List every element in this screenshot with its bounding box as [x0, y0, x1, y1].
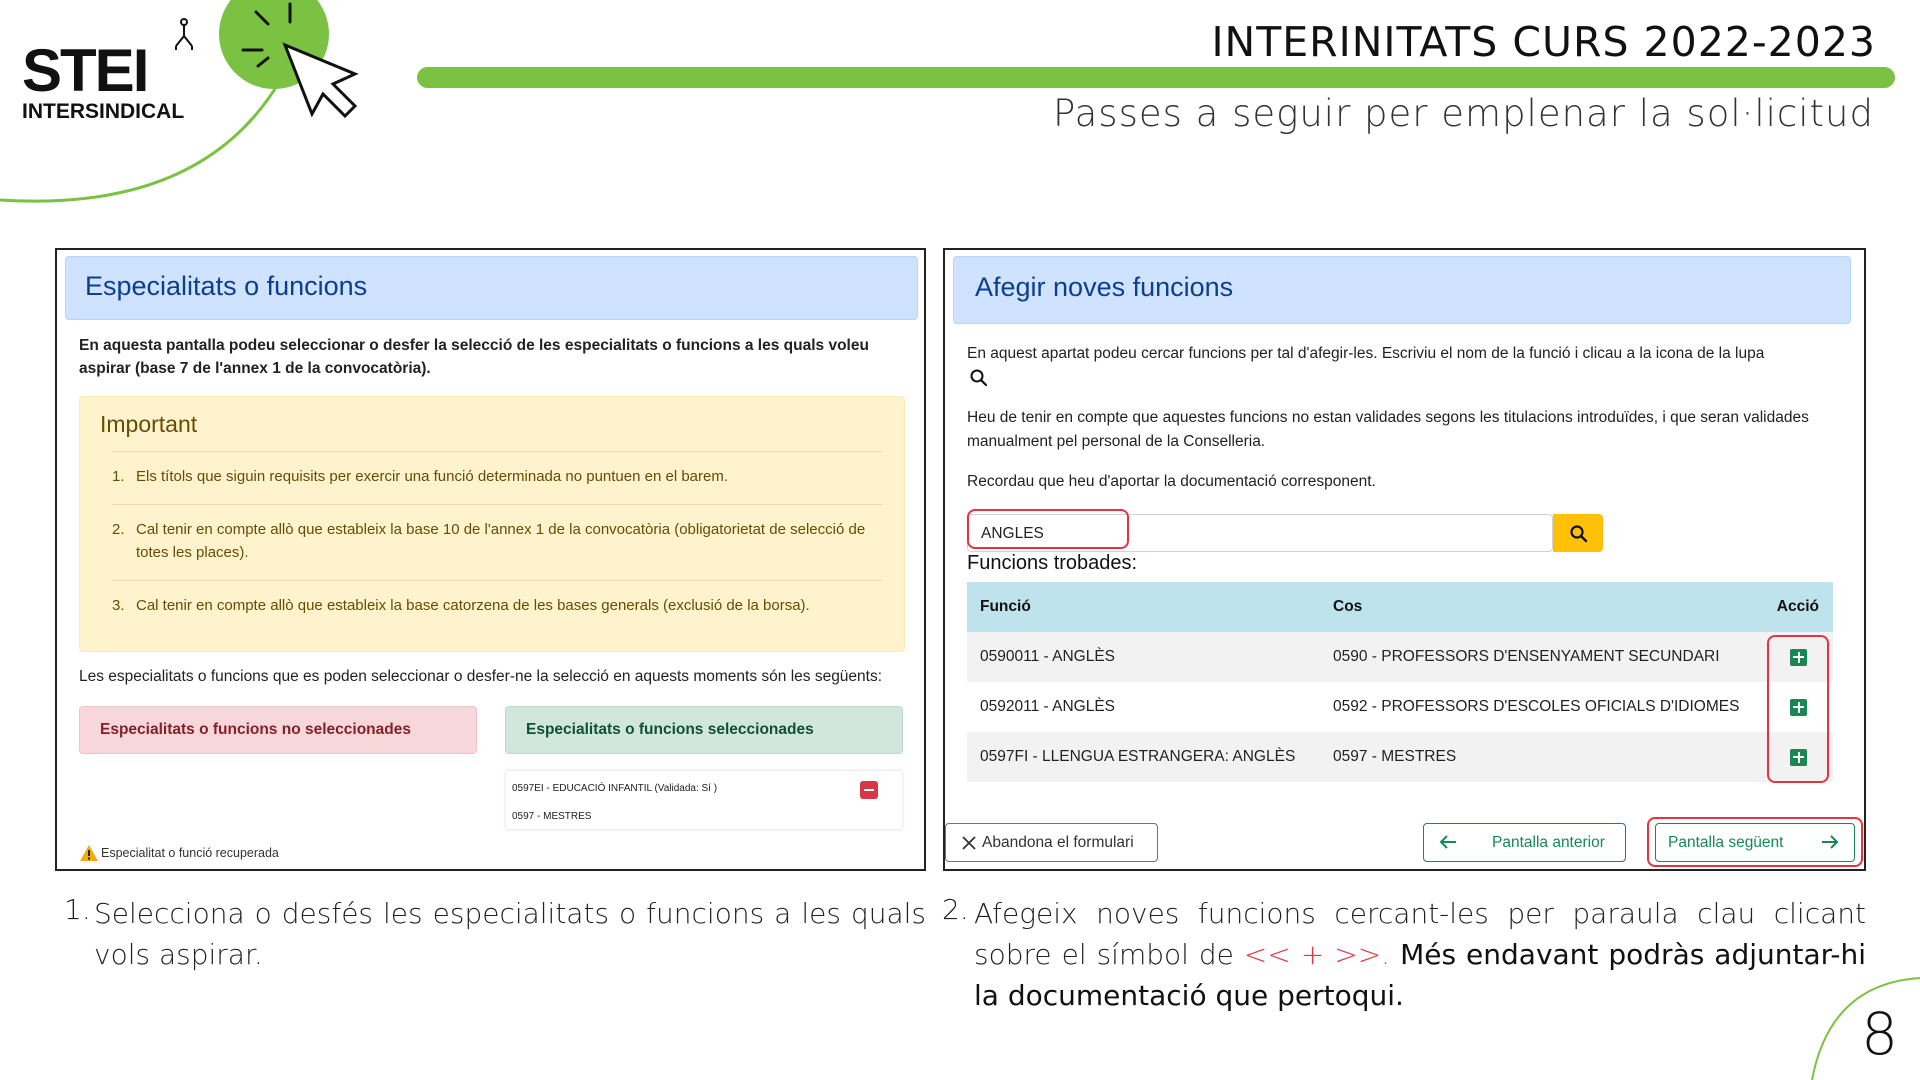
table-row: 0592011 - ANGLÈS 0592 - PROFESSORS D'ESCOLES OFICIALS D'IDIOMES: [967, 682, 1833, 732]
caption-step-2: Afegeix noves funcions cercant-les per paraula clau clicant sobre el símbol de << + >>. Més endavant podràs adjuntar-hi la documentació que pertoqui.: [974, 897, 1866, 1012]
list-item: 1. Els títols que siguin requisits per exercir una funció determinada no puntuen en el barem.: [112, 451, 882, 504]
caption-number: 2.: [942, 893, 969, 926]
table-header: Funció Cos Acció: [967, 582, 1833, 632]
highlight-add-buttons: [1767, 635, 1829, 783]
caption-step-1: Selecciona o desfés les especialitats o funcions a les quals vols aspirar.: [94, 897, 926, 971]
panel-title: Especialitats o funcions: [65, 256, 918, 320]
remove-button[interactable]: [860, 781, 878, 799]
highlight-search: [967, 509, 1129, 549]
table-row: 0590011 - ANGLÈS 0590 - PROFESSORS D'ENSENYAMENT SECUNDARI: [967, 632, 1833, 682]
search-input[interactable]: ANGLES: [967, 514, 1553, 552]
search-instructions: En aquest apartat podeu cercar funcions per tal d'afegir-les. Escriviu el nom de la funció i clicau a la icona de la lupa: [967, 345, 1765, 362]
important-title: Important: [100, 411, 198, 437]
previous-button[interactable]: Pantalla anterior: [1423, 823, 1626, 862]
screenshot-especialitats: [55, 248, 926, 871]
lead-text: Les especialitats o funcions que es poden seleccionar o desfer-ne la selecció en aquests moments són les següents:: [79, 668, 883, 685]
screenshot-afegir-funcions: [943, 248, 1866, 871]
selected-item: [505, 770, 903, 830]
logo-figure-icon: [170, 16, 198, 50]
documentation-note: Recordau que heu d'aportar la documentació corresponent.: [967, 473, 1376, 490]
title-underline-bar: [417, 67, 1895, 88]
highlight-next: [1647, 817, 1863, 867]
list-item: 3. Cal tenir en compte allò que estableix la base catorzena de les bases generals (exclusió de la borsa).: [112, 580, 882, 633]
table-row: 0597FI - LLENGUA ESTRANGERA: ANGLÈS 0597 - MESTRES: [967, 732, 1833, 782]
stei-logo: [22, 37, 197, 124]
panel-title: Afegir noves funcions: [953, 256, 1851, 324]
selected-item-cos: 0597 - MESTRES: [512, 811, 592, 822]
close-icon: [962, 836, 976, 850]
caption-number: 1.: [64, 893, 91, 926]
search-button[interactable]: [1553, 514, 1603, 552]
search-icon: [969, 368, 989, 388]
list-item: 2. Cal tenir en compte allò que estableix la base 10 de l'annex 1 de la convocatòria (obligatorietat de selecció de totes les places).: [112, 504, 882, 580]
search-icon: [1569, 524, 1589, 544]
selected-header: Especialitats o funcions seleccionades: [505, 706, 903, 754]
important-box: [79, 396, 905, 652]
page-subtitle: Passes a seguir per emplenar la sol·licitud: [1052, 92, 1874, 135]
important-list: [112, 451, 882, 633]
functions-table: [967, 582, 1833, 782]
page-title: INTERINITATS CURS 2022-2023: [1211, 18, 1876, 66]
page-number: 8: [1861, 1000, 1898, 1068]
abandon-button[interactable]: Abandona el formulari: [945, 823, 1158, 862]
warning-icon: [79, 844, 99, 862]
validation-note: Heu de tenir en compte que aquestes funcions no estan validades segons les titulacions introduïdes, i que seran validades manualment pel personal de la Conselleria.: [967, 409, 1809, 450]
next-button[interactable]: Pantalla següent: [1655, 823, 1855, 862]
selected-item-name: 0597EI - EDUCACIÓ INFANTIL (Validada: Sí ): [512, 783, 718, 794]
recovered-note: Especialitat o funció recuperada: [79, 844, 279, 862]
not-selected-header: Especialitats o funcions no seleccionades: [79, 706, 477, 754]
symbol-highlight: << + >>.: [1243, 938, 1391, 971]
arrow-left-icon: [1438, 833, 1458, 851]
logo-subtext: INTERSINDICAL: [22, 100, 185, 123]
intro-text: En aquesta pantalla podeu seleccionar o desfer la selecció de les especialitats o funcions a les quals voleu aspirar (base 7 de l'annex 1 de la convocatòria).: [79, 337, 869, 377]
logo-text: STEI: [22, 37, 148, 104]
found-title: Funcions trobades:: [967, 552, 1138, 574]
